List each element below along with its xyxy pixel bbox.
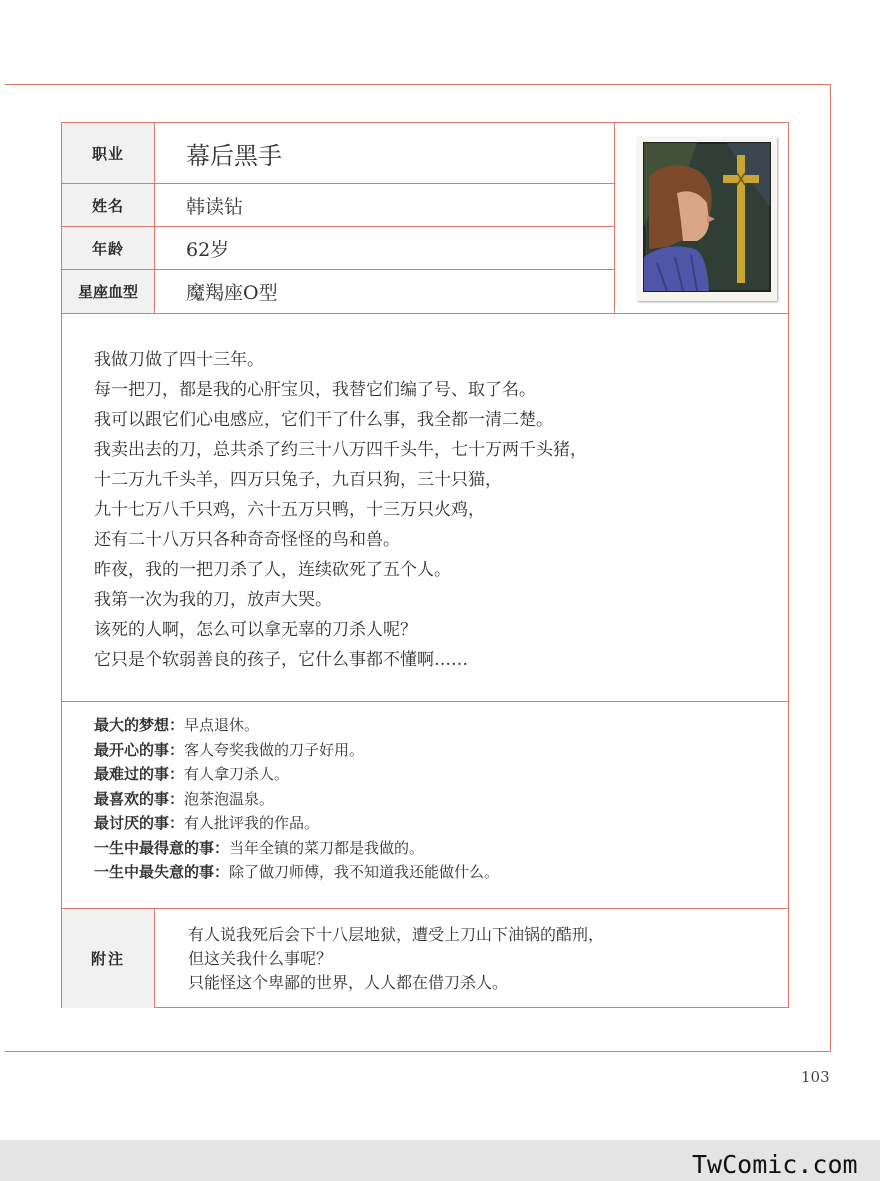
fact-item xyxy=(94,811,774,836)
frame-top-rule xyxy=(5,84,831,85)
fact-item xyxy=(94,836,774,861)
sign-blood-label: 星座血型 xyxy=(62,270,154,313)
sign-blood-value: 魔羯座O型 xyxy=(186,282,278,304)
label-column-divider xyxy=(154,123,155,313)
monologue-line: 昨夜，我的一把刀杀了人，连续砍死了五个人。 xyxy=(94,560,451,580)
monologue-line: 该死的人啊，怎么可以拿无辜的刀杀人呢？ xyxy=(94,620,417,640)
note-label: 附注 xyxy=(62,909,154,1008)
occupation-label: 职业 xyxy=(62,123,154,183)
name-label: 姓名 xyxy=(62,184,154,226)
note-column-divider xyxy=(154,908,155,1008)
age-label: 年龄 xyxy=(62,227,154,269)
portrait-illustration xyxy=(637,137,777,301)
fact-item xyxy=(94,738,774,763)
fact-key: 最喜欢的事： xyxy=(94,789,185,808)
monologue-line: 我做刀做了四十三年。 xyxy=(94,350,264,370)
frame-bottom-rule xyxy=(5,1051,831,1052)
fact-key: 最开心的事： xyxy=(94,740,185,759)
monologue-line: 每一把刀，都是我的心肝宝贝，我替它们编了号、取了名。 xyxy=(94,380,536,400)
fact-key: 一生中最得意的事： xyxy=(94,838,230,857)
monologue-line: 九十七万八千只鸡，六十五万只鸭，十三万只火鸡， xyxy=(94,500,485,520)
note-line: 只能怪这个卑鄙的世界，人人都在借刀杀人。 xyxy=(188,973,509,992)
fact-value: 有人拿刀杀人。 xyxy=(184,765,290,783)
fact-value: 有人批评我的作品。 xyxy=(184,814,320,832)
fact-item xyxy=(94,860,774,885)
fact-value: 泡茶泡温泉。 xyxy=(184,789,275,808)
portrait-figure-with-cross-icon xyxy=(637,137,777,301)
fact-key: 最讨厌的事： xyxy=(94,814,185,832)
monologue-line: 我可以跟它们心电感应，它们干了什么事，我全都一清二楚。 xyxy=(94,410,553,430)
monologue-line: 还有二十八万只各种奇奇怪怪的鸟和兽。 xyxy=(94,530,400,550)
name-value: 韩读钻 xyxy=(186,195,244,218)
monologue-line: 我第一次为我的刀，放声大哭。 xyxy=(94,590,332,610)
facts-list xyxy=(94,713,774,885)
monologue-line: 它只是个软弱善良的孩子，它什么事都不懂啊…… xyxy=(94,650,468,670)
section-divider xyxy=(62,313,789,314)
fact-key: 最大的梦想： xyxy=(94,716,185,734)
fact-value: 当年全镇的菜刀都是我做的。 xyxy=(229,838,425,857)
fact-value: 客人夸奖我做的刀子好用。 xyxy=(184,740,365,759)
section-divider xyxy=(62,908,789,909)
monologue-line: 我卖出去的刀，总共杀了约三十八万四千头牛，七十万两千头猪， xyxy=(94,440,587,460)
fact-item xyxy=(94,787,774,812)
fact-value: 除了做刀师傅，我不知道我还能做什么。 xyxy=(229,863,500,881)
watermark-text: TwComic.com xyxy=(692,1150,858,1179)
page-number: 103 xyxy=(801,1068,830,1086)
note-line: 但这关我什么事呢？ xyxy=(188,949,333,968)
occupation-value: 幕后黑手 xyxy=(186,141,282,170)
fact-key: 一生中最失意的事： xyxy=(94,863,230,881)
monologue-text xyxy=(94,345,774,675)
profile-card xyxy=(61,122,789,1008)
section-divider xyxy=(62,701,789,702)
frame-right-rule xyxy=(830,84,831,1052)
age-value: 62岁 xyxy=(186,238,230,261)
portrait-column-divider xyxy=(614,123,615,313)
fact-item xyxy=(94,713,774,738)
note-text xyxy=(188,923,768,995)
fact-item xyxy=(94,762,774,787)
fact-key: 最难过的事： xyxy=(94,765,185,783)
monologue-line: 十二万九千头羊，四万只兔子，九百只狗，三十只猫， xyxy=(94,470,502,490)
fact-value: 早点退休。 xyxy=(184,716,260,734)
note-line: 有人说我死后会下十八层地狱，遭受上刀山下油锅的酷刑， xyxy=(188,925,605,944)
